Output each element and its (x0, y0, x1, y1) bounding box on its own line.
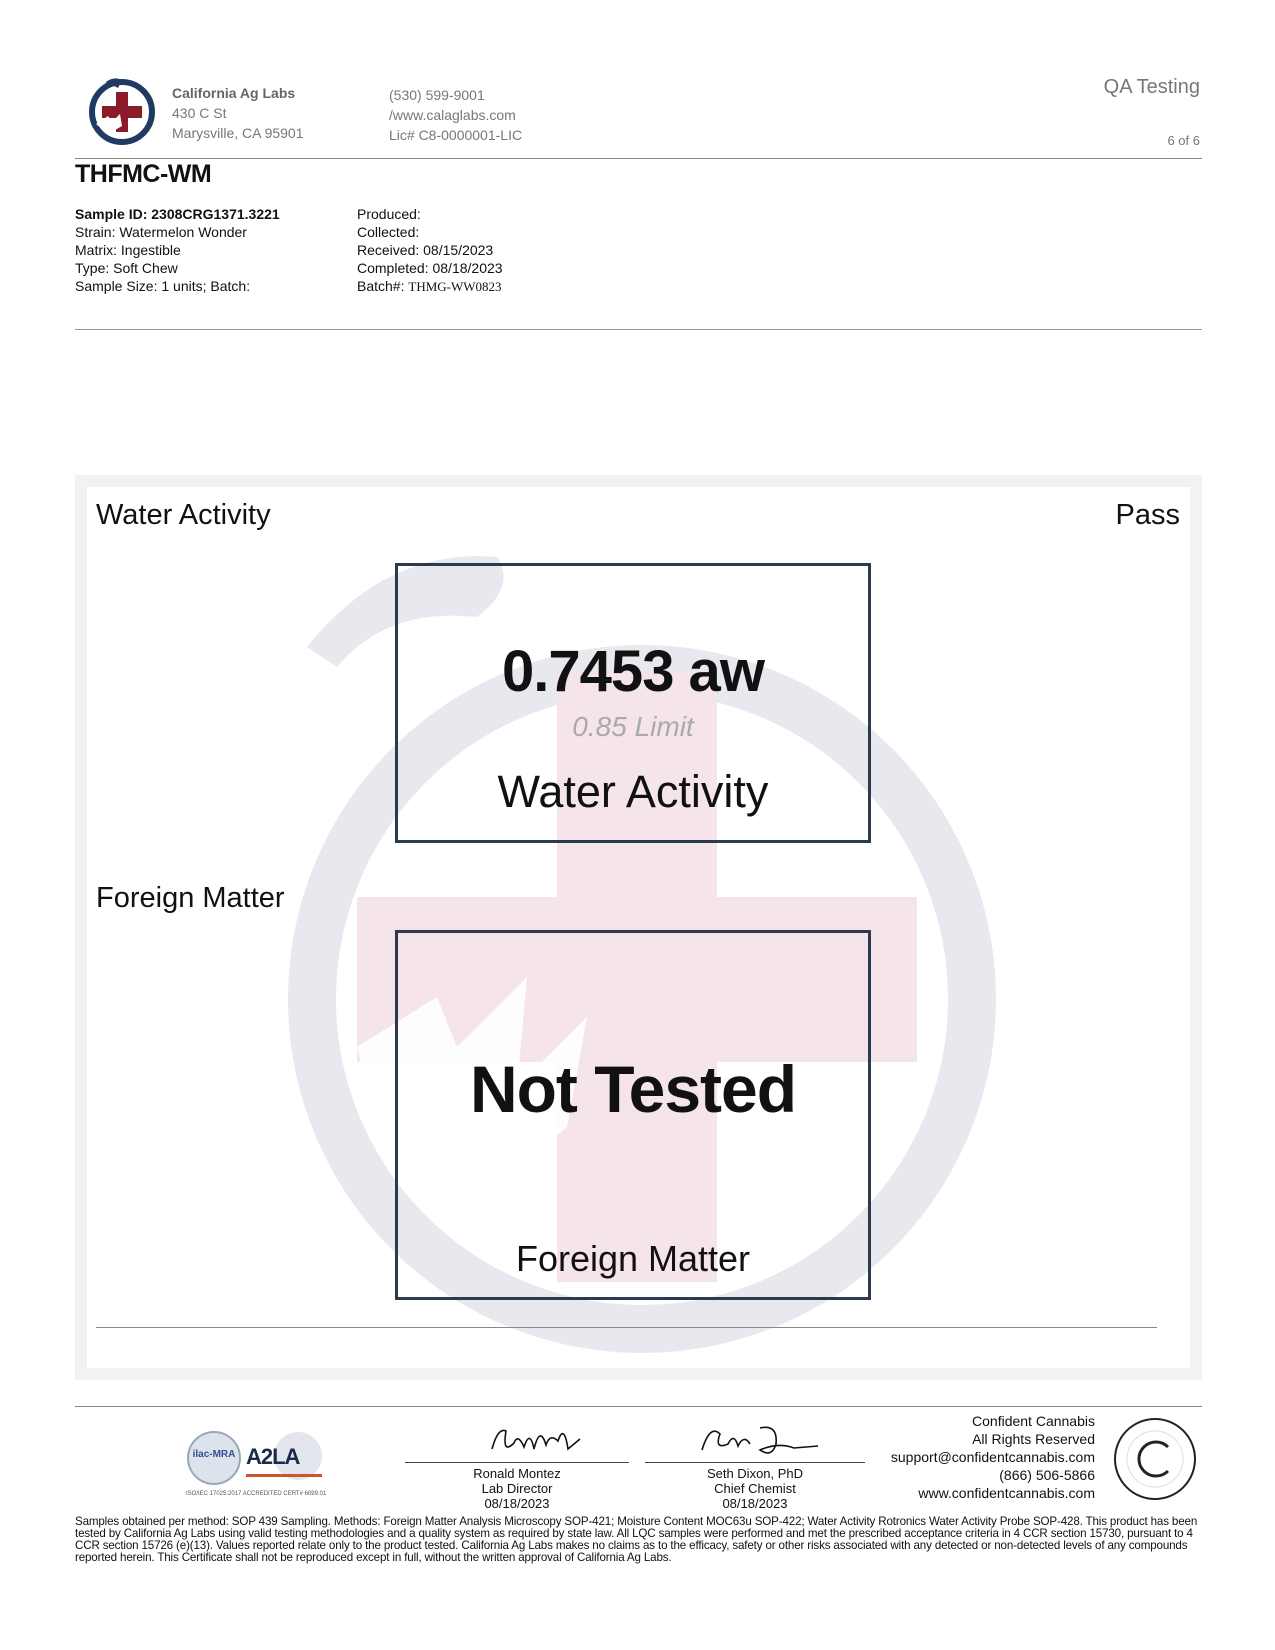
sample-dates (357, 205, 503, 296)
foreign-matter-value: Not Tested (469, 1052, 797, 1126)
lab-contact (389, 85, 522, 145)
cc-phone: (866) 506-5866 (999, 1467, 1095, 1483)
collected-date: Collected: (357, 224, 420, 240)
matrix: Matrix: Ingestible (75, 242, 181, 258)
signature-seth-dixon (698, 1420, 822, 1462)
lab-website: /www.calaglabs.com (389, 107, 516, 123)
batch-number (357, 277, 503, 296)
produced-date: Produced: (357, 206, 421, 222)
cc-rights: All Rights Reserved (972, 1431, 1095, 1447)
water-activity-label: Water Activity (497, 766, 769, 817)
signatory-2-name: Seth Dixon, PhD (706, 1466, 804, 1481)
water-activity-section-title: Water Activity (96, 499, 271, 531)
ilac-mra-text: ilac-MRA (192, 1449, 236, 1460)
accreditation-logos (186, 1430, 332, 1502)
lab-phone: (530) 599-9001 (389, 87, 485, 103)
details-divider (75, 329, 1202, 330)
signature-ronald-montez (488, 1419, 588, 1463)
strain: Strain: Watermelon Wonder (75, 224, 247, 240)
cc-website: www.confidentcannabis.com (918, 1485, 1095, 1501)
water-activity-status: Pass (1115, 499, 1180, 531)
signatory-1 (405, 1466, 629, 1511)
lab-address-line1: 430 C St (172, 105, 227, 121)
foreign-matter-result-box (395, 930, 871, 1300)
signatory-1-title: Lab Director (481, 1481, 553, 1496)
results-panel-inner (87, 487, 1190, 1368)
signatory-2 (645, 1466, 865, 1511)
lab-license: Lic# C8-0000001-LIC (389, 127, 523, 143)
confident-cannabis-info (891, 1412, 1095, 1502)
received-date: Received: 08/15/2023 (357, 242, 494, 258)
a2la-text: A2LA (246, 1444, 300, 1469)
water-activity-result-box (395, 563, 871, 843)
footer-divider (75, 1406, 1202, 1407)
signatory-2-date: 08/18/2023 (722, 1496, 788, 1511)
cc-seal-graphic (1112, 1416, 1198, 1502)
sample-details (75, 205, 280, 295)
water-activity-limit: 0.85 Limit (572, 711, 694, 742)
foreign-matter-section-title: Foreign Matter (96, 882, 285, 914)
signature-line-1 (405, 1462, 629, 1463)
cc-email: support@confidentcannabis.com (890, 1449, 1095, 1465)
signatory-1-name: Ronald Montez (473, 1466, 561, 1481)
cc-company: Confident Cannabis (972, 1413, 1095, 1429)
lab-logo (86, 74, 158, 146)
footer-disclaimer: Samples obtained per method: SOP 439 Sampling. Methods: Foreign Matter Analysis Microscopy SOP-421; Moisture Content MOC63u SOP-422; Water Activity Rotronics Water Activity Probe SOP-428. This product has been tested by California Ag Labs using valid testing methodologies and a quality system as required by state law. All LQC samples were performed and met the prescribed acceptance criteria in 4 CCR section 15730, pursuant to 4 CCR section 15726 (e)(13). Values reported relate only to the product tested. California Ag Labs makes no claims as to the efficacy, safety or other risks associated with any detected or non-detected levels of any compounds reported herein. This Certificate shall not be reproduced except in full, without the written approval of California Ag Labs. (75, 1515, 1198, 1564)
completed-date: Completed: 08/18/2023 (357, 260, 503, 276)
confident-cannabis-seal (1112, 1416, 1198, 1502)
sample-size: Sample Size: 1 units; Batch: (75, 278, 251, 294)
report-type: QA Testing (1103, 76, 1200, 98)
accreditation-cert: ISO/IEC 17025:2017 ACCREDITED CERT# 6099.01 (186, 1491, 327, 1497)
signatory-1-date: 08/18/2023 (484, 1496, 550, 1511)
signatory-2-title: Chief Chemist (714, 1481, 796, 1496)
product-name: THFMC-WM (75, 160, 212, 188)
cc-seal-text (1112, 1416, 1113, 1417)
page-number: 6 of 6 (1167, 133, 1200, 148)
lab-info (172, 83, 304, 143)
lab-name: California Ag Labs (172, 85, 296, 101)
panel-divider (96, 1327, 1157, 1328)
header-divider (75, 158, 1202, 159)
batch-label: Batch#: (357, 278, 405, 294)
sample-id: Sample ID: 2308CRG1371.3221 (75, 206, 280, 222)
batch-value: THMG-WW0823 (408, 279, 502, 294)
signature-line-2 (645, 1462, 865, 1463)
water-activity-value: 0.7453 aw (502, 639, 764, 704)
results-panel (75, 475, 1202, 1380)
foreign-matter-label: Foreign Matter (515, 1238, 751, 1279)
lab-address-line2: Marysville, CA 95901 (172, 125, 304, 141)
sample-type: Type: Soft Chew (75, 260, 178, 276)
